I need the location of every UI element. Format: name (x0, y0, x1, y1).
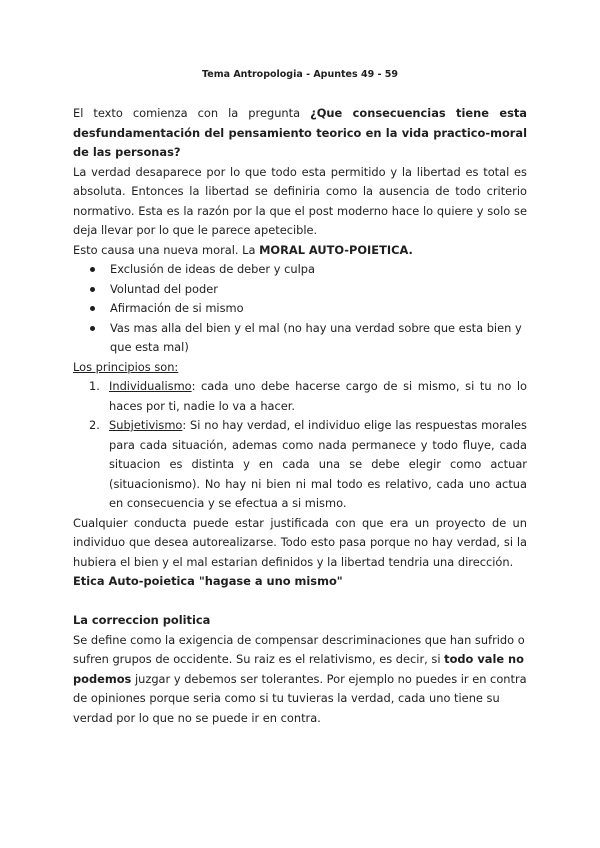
document-body (73, 104, 527, 728)
moral-lead: Esto causa una nueva moral. La (73, 242, 260, 257)
principle-text: : Si no hay verdad, el individuo elige las respuestas morales para cada situación, ademas como nada permanece y todo fluye, cada situacion es distinta y en cada una se debe elegir como actuar (situacionismo). No hay ni bien ni mal todo es relativo, cada uno actua en consecuencia y se efectua a si mismo. (109, 418, 527, 510)
moral-name: MORAL AUTO-POIETICA. (259, 242, 413, 257)
intro-lead: El texto comienza con la pregunta (73, 106, 311, 120)
moral-paragraph (73, 241, 527, 261)
correction-text-after: juzgar y debemos ser tolerantes. Por ejemplo no puedes ir en contra de opiniones porque seria como si tu tuvieras la verdad, cada uno tiene su verdad por lo que no se puede ir en contra. (73, 671, 527, 725)
principle-term: Individualismo (109, 379, 192, 393)
correction-paragraph (73, 631, 527, 729)
bullet-item: Afirmación de si mismo (73, 299, 527, 319)
bullet-item: Vas mas alla del bien y el mal (no hay una verdad sobre que esta bien y que esta mal) (73, 319, 527, 358)
principles-heading: Los principios son: (73, 359, 179, 374)
bullet-item: Voluntad del poder (73, 280, 527, 300)
principle-text: : cada uno debe hacerse cargo de si mismo, si tu no lo haces por ti, nadie lo va a hacer. (109, 379, 527, 413)
etica-line: Etica Auto-poietica "hagase a uno mismo" (73, 574, 343, 588)
truth-paragraph: La verdad desaparece por lo que todo esta permitido y la libertad es total es absoluta. Entonces la libertad se definiria como la ausencia de todo criterio normativo. Esta es la razón por la que el post moderno hace lo quiere y solo se deja llevar por lo que le parece apetecible. (73, 164, 527, 237)
principle-item (73, 416, 527, 514)
moral-bullet-list (73, 260, 527, 358)
principle-number: 2. (89, 418, 100, 432)
principles-list (73, 377, 527, 514)
bullet-item: Exclusión de ideas de deber y culpa (73, 260, 527, 280)
principle-item (73, 377, 527, 416)
conduct-paragraph: Cualquier conducta puede estar justificada con que era un proyecto de un individuo que desea autorealizarse. Todo esto pasa porque no hay verdad, si la hubiera el bien y el mal estarian definidos y la libertad tendria una dirección. (73, 515, 527, 569)
intro-question: ¿Que consecuencias tiene esta desfundamentación del pensamiento teorico en la vida practico-moral de las personas? (73, 106, 527, 159)
correction-bold: todo vale no podemos (73, 652, 524, 686)
document-header: Tema Antropologia - Apuntes 49 - 59 (202, 69, 398, 80)
section-title: La correccion politica (73, 613, 211, 627)
principle-number: 1. (89, 379, 100, 393)
principle-term: Subjetivismo (109, 418, 183, 432)
correction-text-before: Se define como la exigencia de compensar descriminaciones que han sufrido o sufren grupos de occidente. Su raiz es el relativismo, es decir, si (73, 632, 525, 666)
spacer (73, 592, 527, 612)
intro-paragraph (73, 104, 527, 163)
